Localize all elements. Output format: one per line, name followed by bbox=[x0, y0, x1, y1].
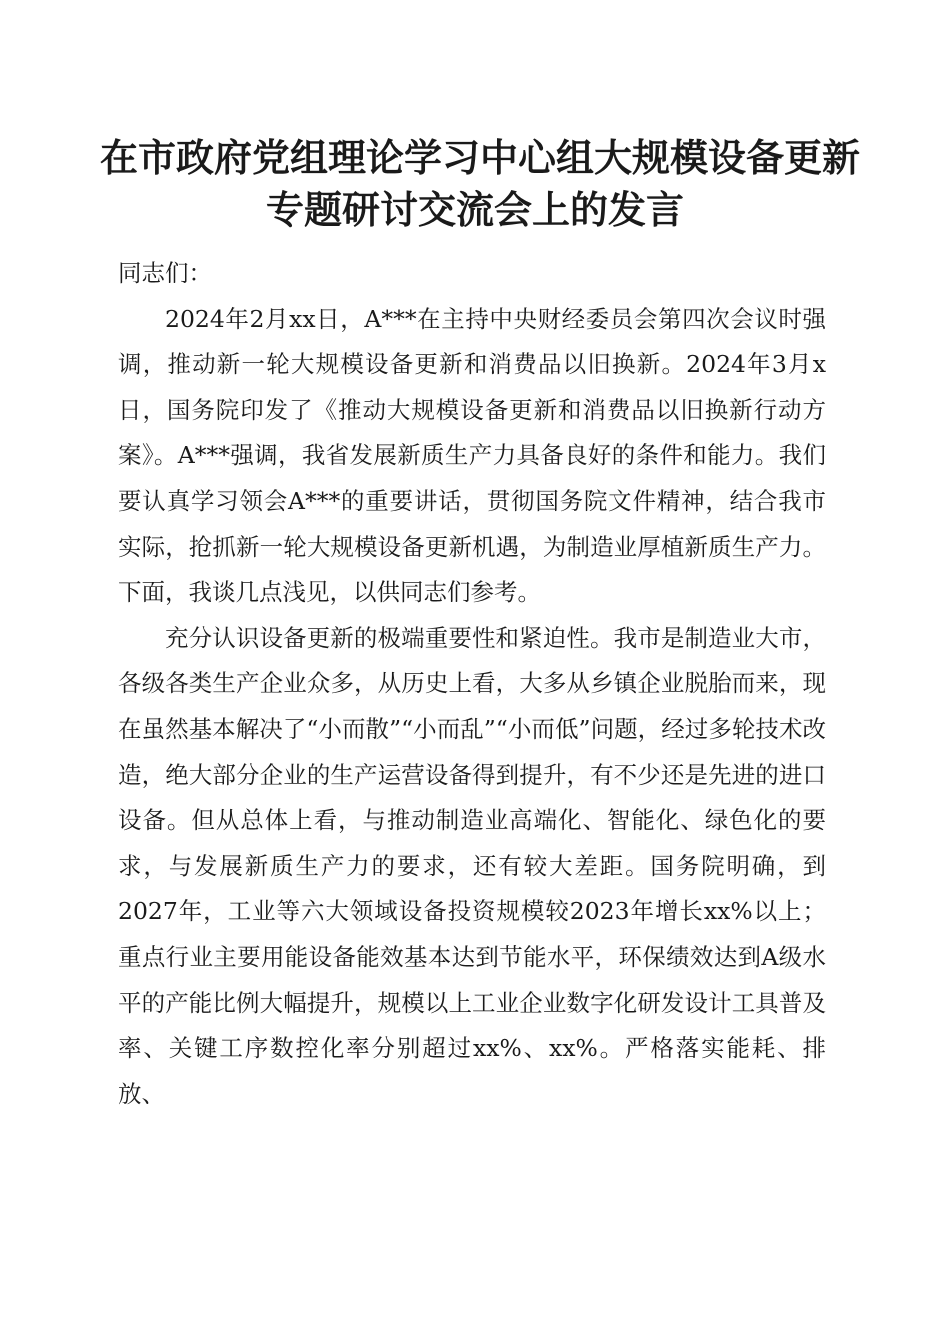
salutation: 同志们： bbox=[118, 259, 212, 287]
document-body bbox=[118, 251, 826, 1117]
paragraph-2: 充分认识设备更新的极端重要性和紧迫性。我市是制造业大市，各级各类生产企业众多，从历史上看，大多从乡镇企业脱胎而来，现在虽然基本解决了“小而散”“小而乱”“小而低”问题，经过多轮技术改造，绝大部分企业的生产运营设备得到提升，有不少还是先进的进口设备。但从总体上看，与推动制造业高端化、智能化、绿色化的要求，与发展新质生产力的要求，还有较大差距。国务院明确，到2027年，工业等六大领域设备投资规模较2023年增长xx%以上；重点行业主要用能设备能效基本达到节能水平，环保绩效达到A级水平的产能比例大幅提升，规模以上工业企业数字化研发设计工具普及率、关键工序数控化率分别超过xx%、xx%。严格落实能耗、排放、 bbox=[118, 623, 826, 1108]
document-title-line-2: 专题研讨交流会上的发言 bbox=[265, 187, 684, 232]
paragraph-1: 2024年2月xx日，A***在主持中央财经委员会第四次会议时强调，推动新一轮大规模设备更新和消费品以旧换新。2024年3月x日，国务院印发了《推动大规模设备更新和消费品以旧换新行动方案》。A***强调，我省发展新质生产力具备良好的条件和能力。我们要认真学习领会A***的重要讲话，贯彻国务院文件精神，结合我市实际，抢抓新一轮大规模设备更新机遇，为制造业厚植新质生产力。下面，我谈几点浅见，以供同志们参考。 bbox=[118, 304, 826, 607]
document-title-line-1: 在市政府党组理论学习中心组大规模设备更新 bbox=[100, 135, 861, 180]
